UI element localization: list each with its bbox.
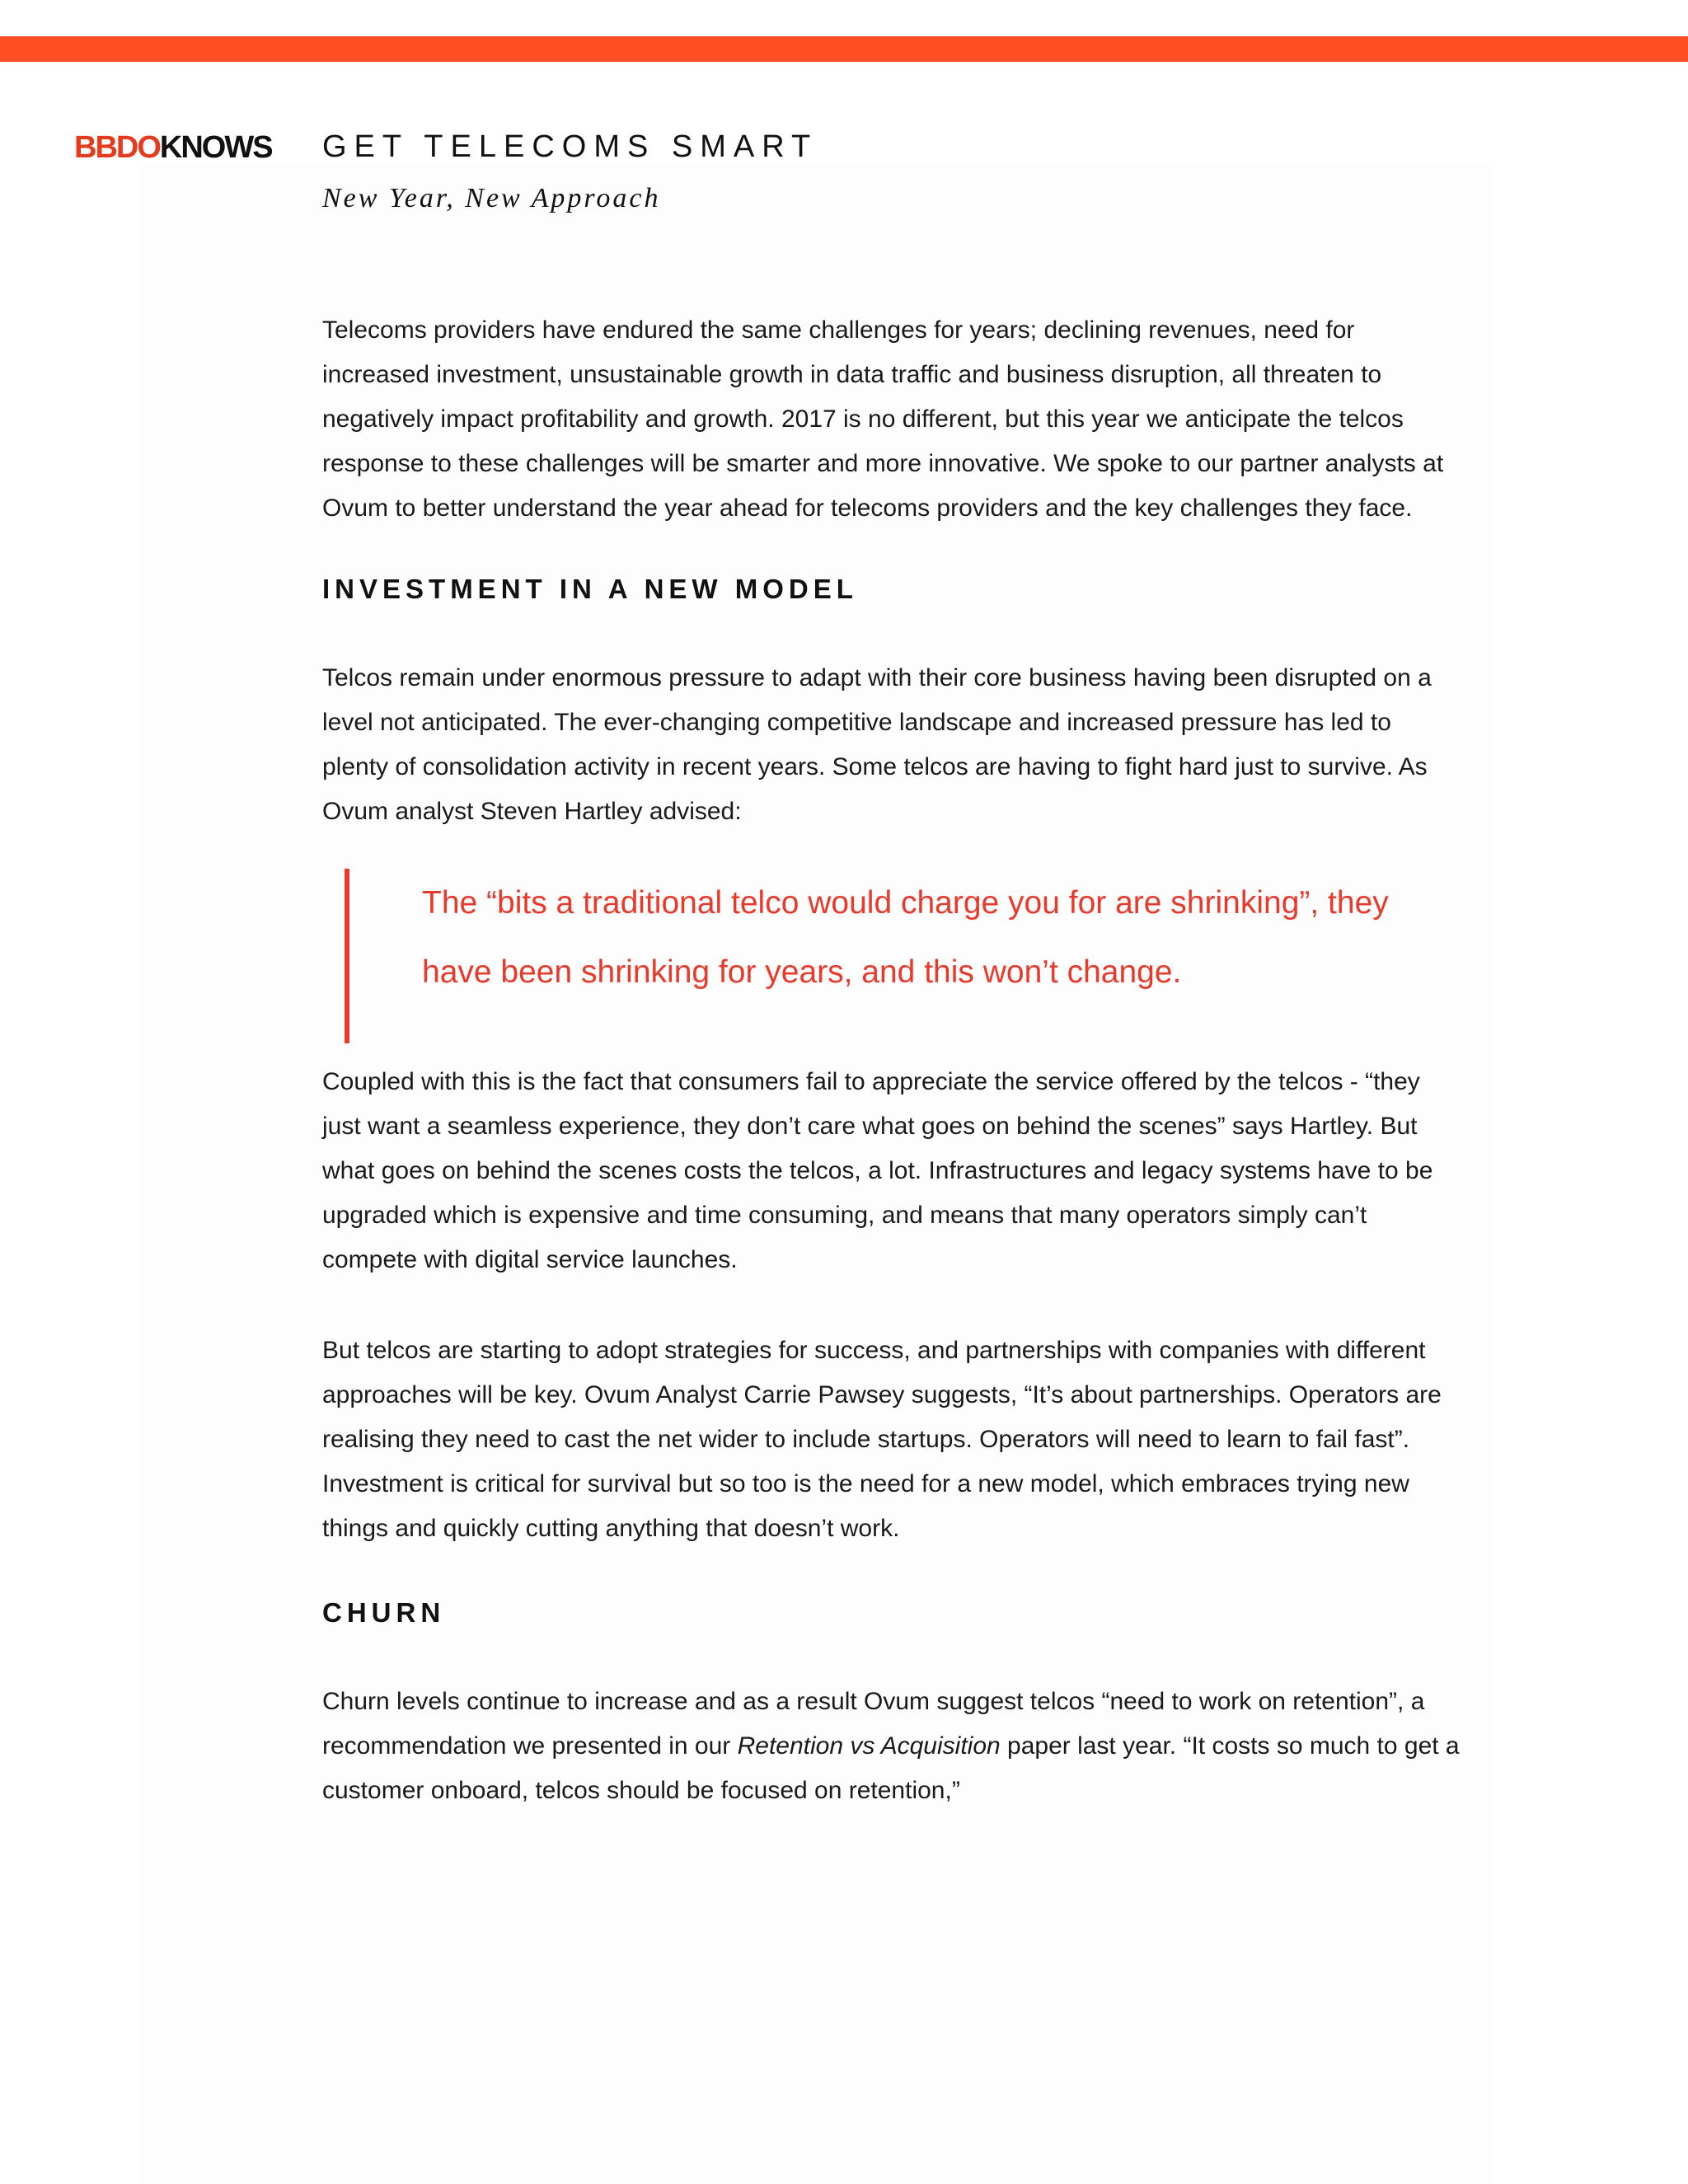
investment-paragraph-3: But telcos are starting to adopt strategies for success, and partnerships with companies with different approaches will be key. Ovum Analyst Carrie Pawsey suggests, “It’s about partnerships. Operators are realising they need to cast the net wider to include startups. Operators will need to learn to fail fast”. Investment is critical for survival but so too is the need for a new model, which embraces trying new things and quickly cutting anything that doesn’t work. [322, 1337, 1442, 1542]
document-title: GET TELECOMS SMART [322, 129, 818, 164]
brand-logo-part2: KNOWS [159, 130, 272, 165]
top-accent-bar [0, 36, 1688, 62]
brand-logo [74, 130, 272, 166]
intro-paragraph: Telecoms providers have endured the same challenges for years; declining revenues, need for increased investment, unsustainable growth in data traffic and business disruption, all threaten to negatively impact profitability and growth. 2017 is no different, but this year we anticipate the telcos response to these challenges will be smarter and more innovative. We spoke to our partner analysts at Ovum to better understand the year ahead for telecoms providers and the key challenges they face. [322, 316, 1444, 522]
brand-logo-part1: BBDO [74, 130, 160, 165]
pull-quote [322, 869, 1460, 1007]
document-subtitle: New Year, New Approach [322, 183, 661, 213]
section-heading-investment: INVESTMENT IN A NEW MODEL [322, 574, 858, 604]
churn-text-end: paper last year. “It costs so much to get a customer onboard, telcos should be focused on retention,” [322, 1732, 1460, 1804]
section-heading-churn: CHURN [322, 1597, 446, 1628]
investment-paragraph-1: Telcos remain under enormous pressure to adapt with their core business having been disrupted on a level not anticipated. The ever-changing competitive landscape and increased pressure has led to plenty of consolidation activity in recent years. Some telcos are having to fight hard just to survive. As Ovum analyst Steven Hartley advised: [322, 664, 1432, 825]
churn-paragraph [322, 1680, 1460, 1813]
churn-text-start: Churn levels continue to increase and as a result Ovum suggest telcos “need to work on retention”, a recommendation we presented in our [322, 1688, 1425, 1760]
article-body [322, 308, 1460, 1813]
investment-paragraph-2: Coupled with this is the fact that consumers fail to appreciate the service offered by the telcos - “they just want a seamless experience, they don’t care what goes on behind the scenes” says Hartley. But what goes on behind the scenes costs the telcos, a lot. Infrastructures and legacy systems have to be upgraded which is expensive and time consuming, and means that many operators simply can’t compete with digital service launches. [322, 1068, 1433, 1273]
pull-quote-text: The “bits a traditional telco would charge you for are shrinking”, they have been shrinking for years, and this won’t change. [422, 885, 1389, 990]
retention-paper-title: Retention vs Acquisition [737, 1732, 1001, 1760]
quote-rule [345, 869, 349, 1043]
